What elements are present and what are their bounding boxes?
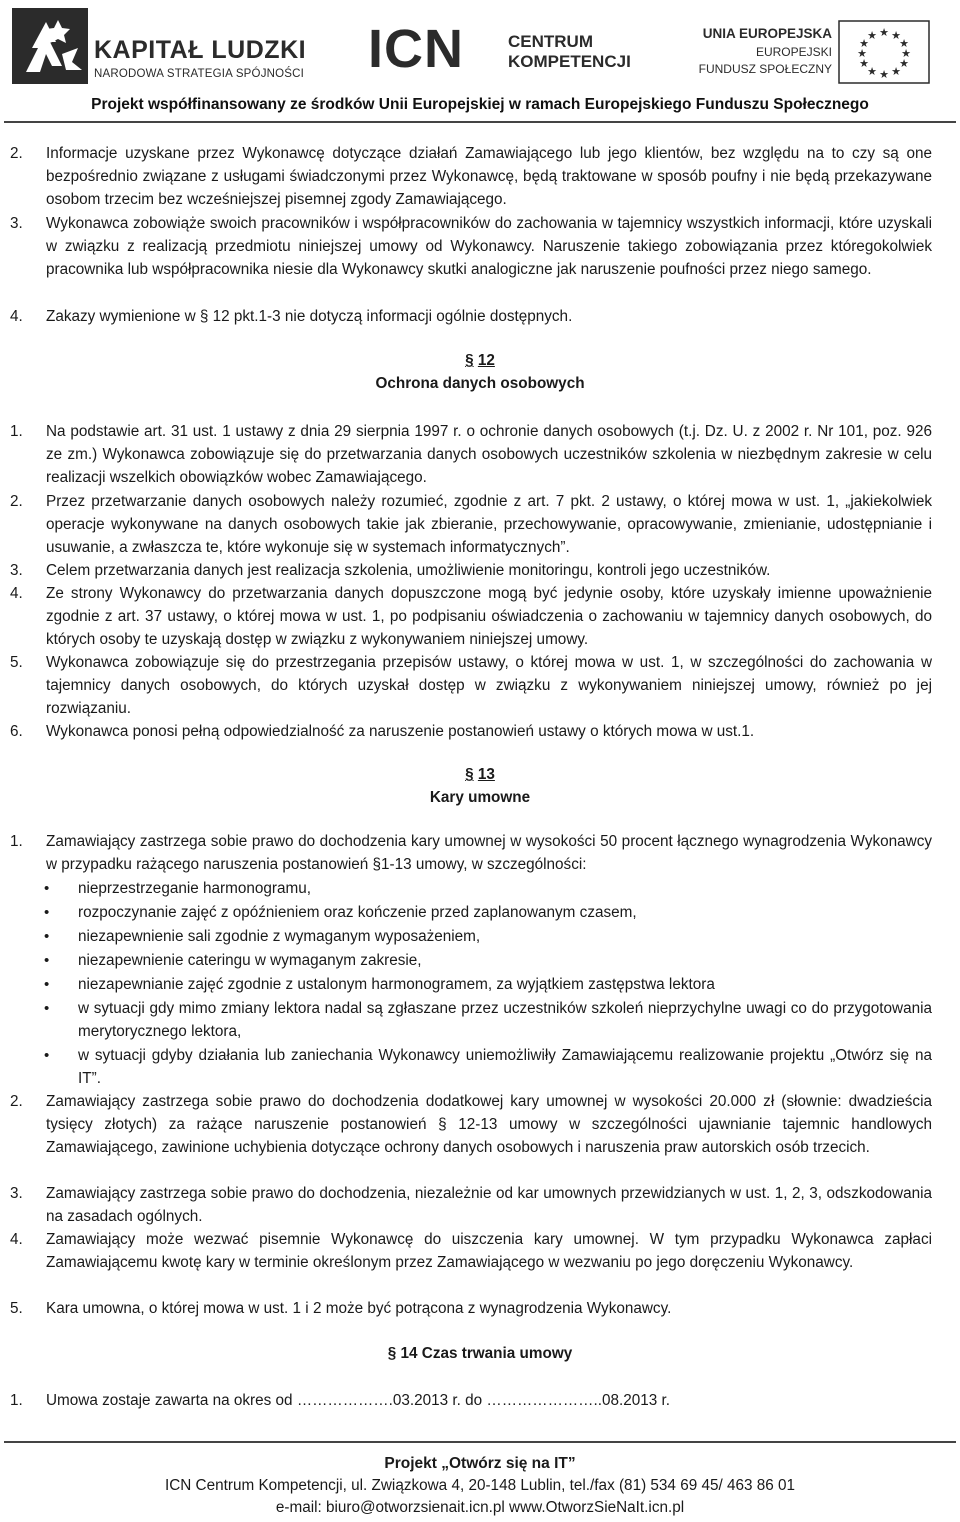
eu-logo-line3: FUNDUSZ SPOŁECZNY bbox=[698, 62, 832, 76]
kapital-ludzki-title: KAPITAŁ LUDZKI bbox=[94, 36, 307, 64]
bullet-text: niezapewnienie cateringu w wymaganym zakresie, bbox=[78, 952, 422, 969]
section-number: 13 bbox=[477, 766, 495, 783]
svg-text:★: ★ bbox=[899, 57, 909, 70]
item-text: Ze strony Wykonawcy do przetwarzania danych dopuszczone mogą być jedynie osoby, które uzyskały imienne upoważnienie zgodnie z art. 37 ustawy, o której mowa w ust. 1, po podpisaniu oświadczenia o zachowaniu w tajemnicy danych osobowych, do których osoby te uzyskają dostęp w związku z wykonywaniem niniejszej umowy. bbox=[46, 585, 932, 648]
bullet-icon: • bbox=[44, 880, 50, 897]
eu-flag-icon bbox=[838, 20, 930, 84]
footer-contact: e-mail: biuro@otworzsienait.icn.pl www.OtworzSieNaIt.icn.pl bbox=[275, 1499, 685, 1516]
bullet-text: rozpoczynanie zajęć z opóźnieniem oraz kończenie przed zaplanowanym czasem, bbox=[78, 904, 637, 921]
item-text: Celem przetwarzania danych jest realizacja szkolenia, umożliwienie monitoringu, kontroli jego uczestników. bbox=[46, 562, 771, 579]
item-text: Informacje uzyskane przez Wykonawcę dotyczące działań Zamawiającego lub jego klientów, bez względu na to czy są one bezpośrednio związane z usługami świadczonymi przez Wykonawcę, będą traktowane w sposób poufny i nie będą przekazywane osobom trzecim bez wcześniejszej pisemnej zgody Zamawiającego. bbox=[46, 145, 932, 208]
page-header bbox=[0, 0, 960, 128]
section-number: 12 bbox=[477, 352, 495, 369]
item-number: 4. bbox=[10, 585, 23, 602]
svg-text:★: ★ bbox=[899, 37, 909, 50]
item-number: 4. bbox=[10, 308, 23, 325]
svg-text:★: ★ bbox=[901, 47, 911, 60]
icn-logo-letters: ICN bbox=[368, 19, 464, 79]
svg-text:★: ★ bbox=[867, 29, 877, 42]
item-text: Przez przetwarzanie danych osobowych należy rozumieć, zgodnie z art. 7 pkt. 2 ustawy, o której mowa w ust. 1, „jakiekolwiek operacje wykonywane na danych osobowych takie jak zbieranie, przechowywanie, opracowywanie, zmienianie, udostępnianie i usuwanie, a zwłaszcza te, które wykonuje się w systemach informatycznych”. bbox=[46, 493, 932, 556]
icn-logo bbox=[368, 19, 668, 82]
item-text: Wykonawca zobowiąże swoich pracowników i współpracowników do zachowania w tajemnicy wszystkich informacji, które uzyskali w związku z realizacją przedmiotu niniejszej umowy od Wykonawcy. Naruszenie takiego zobowiązania przez któregokolwiek pracownika lub współpracownika niesie dla Wykonawcy skutki analogiczne jak naruszenie poufności przez niego samego. bbox=[46, 215, 932, 278]
bullet-text: niezapewnianie zajęć zgodnie z ustalonym harmonogramem, za wyjątkiem zastępstwa lektora bbox=[78, 976, 715, 993]
item-number: 3. bbox=[10, 1185, 23, 1202]
item-text: Kara umowna, o której mowa w ust. 1 i 2 może być potrącona z wynagrodzenia Wykonawcy. bbox=[46, 1300, 672, 1317]
footer-address: ICN Centrum Kompetencji, ul. Związkowa 4, 20-148 Lublin, tel./fax (81) 534 69 45/ 463 86 01 bbox=[164, 1477, 796, 1494]
icn-logo-line1: CENTRUM bbox=[508, 32, 593, 51]
item-number: 5. bbox=[10, 654, 23, 671]
item-text: Zamawiający może wezwać pisemnie Wykonawcę do uiszczenia kary umownej. W tym przypadku Wykonawca zapłaci Zamawiającemu kwotę kary w terminie określonym przez Zamawiającego w wezwaniu po jego doręczeniu Wykonawcy. bbox=[46, 1231, 932, 1271]
section-symbol: § bbox=[465, 352, 474, 369]
svg-text:★: ★ bbox=[857, 47, 867, 60]
item-text: Umowa zostaje zawarta na okres od ……………….03.2013 r. do …………………..08.2013 r. bbox=[46, 1392, 671, 1409]
item-text: Zakazy wymienione w § 12 pkt.1-3 nie dotyczą informacji ogólnie dostępnych. bbox=[46, 308, 573, 325]
bullet-icon: • bbox=[44, 928, 50, 945]
bullet-icon: • bbox=[44, 1047, 50, 1064]
eu-logo-line2: EUROPEJSKI bbox=[755, 45, 832, 59]
footer-project-title: Projekt „Otwórz się na IT” bbox=[384, 1455, 576, 1472]
item-number: 1. bbox=[10, 1392, 23, 1409]
header-divider bbox=[4, 121, 956, 123]
bullet-text: w sytuacji gdyby działania lub zaniechania Wykonawcy uniemożliwiły Zamawiającemu realizowanie projektu „Otwórz się na IT”. bbox=[78, 1047, 932, 1087]
item-text: Zamawiający zastrzega sobie prawo do dochodzenia dodatkowej kary umownej w wysokości 20.000 zł (słownie: dwadzieścia tysięcy złotych) za rażące naruszenie postanowień § 12-13 umowy w szczególności ujawnianie tajemnic handlowych Zamawiającego, zawinione uchybienia dotyczące ochrony danych osobowych i naruszenia praw autorskich osób trzecich. bbox=[46, 1093, 932, 1156]
item-number: 2. bbox=[10, 1093, 23, 1110]
item-text: Zamawiający zastrzega sobie prawo do dochodzenia, niezależnie od kar umownych przewidzianych w ust. 1, 2, 3, odszkodowania na zasadach ogólnych. bbox=[46, 1185, 932, 1225]
item-number: 1. bbox=[10, 833, 23, 850]
svg-text:★: ★ bbox=[879, 26, 889, 39]
eu-logo bbox=[700, 20, 950, 86]
item-number: 2. bbox=[10, 493, 23, 510]
svg-text:★: ★ bbox=[859, 57, 869, 70]
bullet-icon: • bbox=[44, 1000, 50, 1017]
bullet-text: w sytuacji gdy mimo zmiany lektora nadal są zgłaszane przez uczestników szkoleń nieprzychylne uwagi co do przygotowania merytorycznego lektora, bbox=[78, 1000, 932, 1040]
footer-divider bbox=[4, 1441, 956, 1443]
kapital-ludzki-emblem-icon bbox=[12, 8, 88, 84]
svg-text:★: ★ bbox=[859, 37, 869, 50]
kapital-ludzki-logo bbox=[8, 6, 328, 86]
item-number: 4. bbox=[10, 1231, 23, 1248]
icn-logo-line2: KOMPETENCJI bbox=[508, 52, 631, 71]
section-13-title: Kary umowne bbox=[429, 789, 531, 806]
svg-text:★: ★ bbox=[891, 29, 901, 42]
item-number: 2. bbox=[10, 145, 23, 162]
bullet-text: niezapewnienie sali zgodnie z wymaganym wyposażeniem, bbox=[78, 928, 481, 945]
bullet-text: nieprzestrzeganie harmonogramu, bbox=[78, 880, 311, 897]
item-number: 1. bbox=[10, 423, 23, 440]
svg-text:★: ★ bbox=[879, 68, 889, 81]
section-14-heading: § 14 Czas trwania umowy bbox=[387, 1345, 573, 1362]
bullet-icon: • bbox=[44, 952, 50, 969]
item-text: Zamawiający zastrzega sobie prawo do dochodzenia kary umownej w wysokości 50 procent łącznego wynagrodzenia Wykonawcy w przypadku rażącego naruszenia postanowień §1-13 umowy, w szczególności: bbox=[46, 833, 932, 873]
item-number: 5. bbox=[10, 1300, 23, 1317]
eu-logo-line1: UNIA EUROPEJSKA bbox=[702, 26, 832, 41]
section-12-heading bbox=[0, 352, 960, 370]
item-number: 6. bbox=[10, 723, 23, 740]
section-12-title: Ochrona danych osobowych bbox=[375, 375, 585, 392]
section-13-heading bbox=[0, 766, 960, 784]
kapital-ludzki-subtitle: NARODOWA STRATEGIA SPÓJNOŚCI bbox=[94, 68, 305, 80]
svg-text:★: ★ bbox=[891, 65, 901, 78]
svg-text:★: ★ bbox=[867, 65, 877, 78]
item-text: Wykonawca zobowiązuje się do przestrzegania przepisów ustawy, o której mowa w ust. 1, w szczególności do zachowania w tajemnicy danych osobowych, do których uzyskał dostęp w związku z wykonywaniem niniejszej umowy, również po jej rozwiązaniu. bbox=[46, 654, 932, 717]
section-symbol: § bbox=[465, 766, 474, 783]
item-number: 3. bbox=[10, 215, 23, 232]
item-text: Na podstawie art. 31 ust. 1 ustawy z dnia 29 sierpnia 1997 r. o ochronie danych osobowych (t.j. Dz. U. z 2002 r. Nr 101, poz. 926 ze zm.) Wykonawca zobowiązuje się do przetwarzania danych osobowych uczestników szkolenia w niezbędnym zakresie w celu realizacji wszelkich obowiązków wobec Zamawiającego. bbox=[46, 423, 932, 486]
bullet-icon: • bbox=[44, 904, 50, 921]
cofinancing-tagline: Projekt współfinansowany ze środków Unii Europejskiej w ramach Europejskiego Funduszu Społecznego bbox=[91, 96, 869, 113]
bullet-icon: • bbox=[44, 976, 50, 993]
item-number: 3. bbox=[10, 562, 23, 579]
item-text: Wykonawca ponosi pełną odpowiedzialność za naruszenie postanowień ustawy o których mowa w ust.1. bbox=[46, 723, 755, 740]
